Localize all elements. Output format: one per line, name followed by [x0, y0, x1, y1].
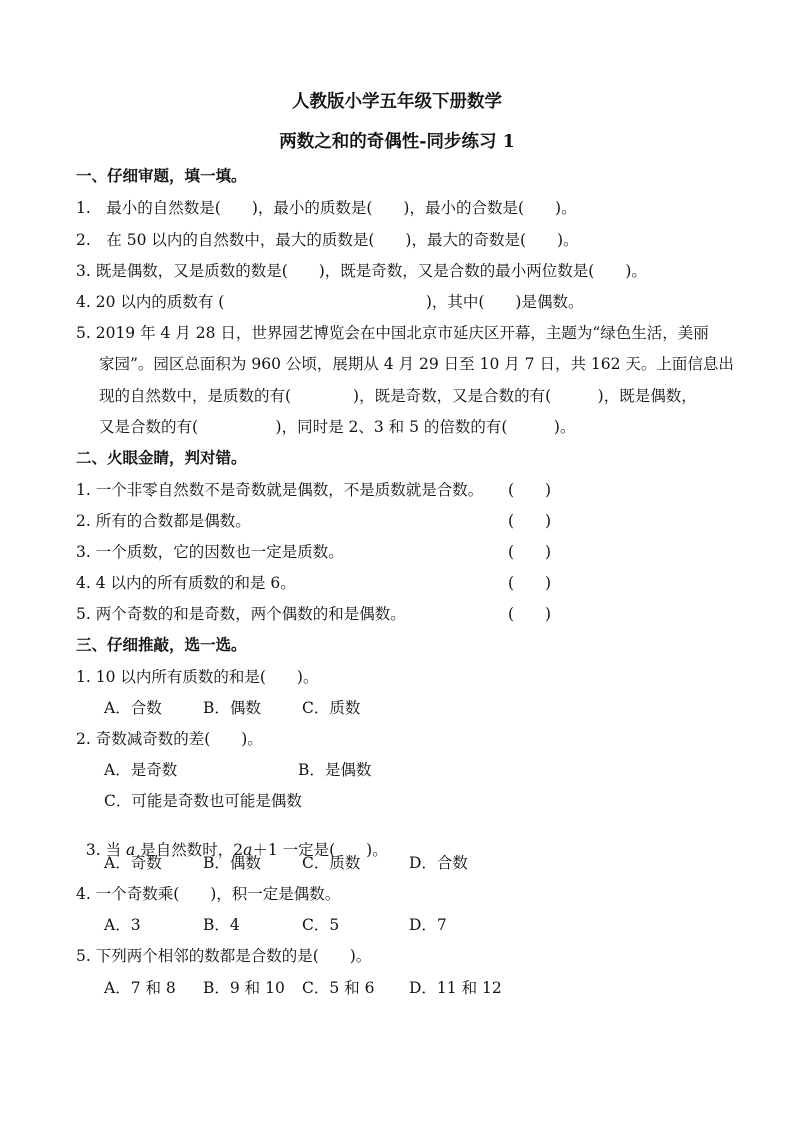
question-1-4: 4. 20 以内的质数有 ( )，其中( )是偶数。: [76, 293, 584, 311]
question-1-5-line-4: 又是合数的有( )，同时是 2、3 和 5 的倍数的有( )。: [99, 418, 576, 436]
section-heading-judge: 二、火眼金睛，判对错。: [76, 448, 247, 467]
question-1-1: 1. 最小的自然数是( )，最小的质数是( )，最小的合数是( )。: [76, 199, 577, 217]
section-heading-choice: 三、仔细推敲，选一选。: [76, 635, 247, 654]
q3-variable: a: [243, 841, 253, 859]
option-a: A．合数: [104, 699, 162, 717]
q3-suffix: ＋1 一定是( )。: [252, 841, 388, 859]
judge-item: 5. 两个奇数的和是奇数，两个偶数的和是偶数。: [76, 605, 406, 623]
option-b: B．偶数: [203, 854, 261, 872]
question-1-5-line-3: 现的自然数中，是质数的有( )，既是奇数，又是合数的有( )，既是偶数，: [99, 387, 697, 405]
judge-item: 3. 一个质数，它的因数也一定是质数。: [76, 543, 344, 561]
question-1-5-line-2: 家园”。园区总面积为 960 公顷，展期从 4 月 29 日至 10 月 7 日，共 162 天。上面信息出: [99, 355, 734, 373]
option-d: D．7: [409, 916, 447, 934]
q3-variable: a: [126, 841, 136, 859]
choice-question-1: 1. 10 以内所有质数的和是( )。: [76, 668, 319, 686]
page-subtitle: 两数之和的奇偶性-同步练习 1: [279, 132, 515, 152]
choice-question-2: 2. 奇数减奇数的差( )。: [76, 730, 263, 748]
judge-bracket: ( ): [508, 481, 552, 499]
judge-bracket: ( ): [508, 574, 552, 592]
option-a: A．是奇数: [104, 761, 178, 779]
option-b: B．4: [203, 916, 240, 934]
judge-item: 1. 一个非零自然数不是奇数就是偶数，不是质数就是合数。: [76, 481, 484, 499]
q3-prefix: 3. 当: [85, 841, 127, 859]
judge-item: 2. 所有的合数都是偶数。: [76, 512, 251, 530]
option-d: D．合数: [409, 854, 468, 872]
judge-bracket: ( ): [508, 605, 552, 623]
choice-question-4: 4. 一个奇数乘( )，积一定是偶数。: [76, 885, 341, 903]
option-a: A．3: [104, 916, 141, 934]
judge-item: 4. 4 以内的所有质数的和是 6。: [76, 574, 296, 592]
option-b: B．偶数: [203, 699, 261, 717]
question-1-3: 3. 既是偶数，又是质数的数是( )，既是奇数，又是合数的最小两位数是( )。: [76, 262, 647, 280]
question-1-2: 2. 在 50 以内的自然数中，最大的质数是( )，最大的奇数是( )。: [76, 231, 579, 249]
option-c: C．可能是奇数也可能是偶数: [104, 792, 302, 810]
option-c: C．5 和 6: [302, 979, 375, 997]
judge-bracket: ( ): [508, 512, 552, 530]
page-title: 人教版小学五年级下册数学: [292, 92, 502, 112]
q3-middle: 是自然数时，2: [135, 841, 244, 859]
option-a: A．奇数: [104, 854, 162, 872]
option-d: D．11 和 12: [409, 979, 502, 997]
option-c: C．5: [302, 916, 340, 934]
question-1-5-line-1: 5. 2019 年 4 月 28 日，世界园艺博览会在中国北京市延庆区开幕，主题为“绿色生活，美丽: [76, 324, 709, 342]
option-c: C．质数: [302, 699, 361, 717]
option-c: C．质数: [302, 854, 361, 872]
option-a: A．7 和 8: [104, 979, 176, 997]
judge-bracket: ( ): [508, 543, 552, 561]
option-b: B．9 和 10: [203, 979, 285, 997]
option-b: B．是偶数: [298, 761, 372, 779]
section-heading-fill: 一、仔细审题，填一填。: [76, 166, 247, 185]
choice-question-5: 5. 下列两个相邻的数都是合数的是( )。: [76, 947, 372, 965]
